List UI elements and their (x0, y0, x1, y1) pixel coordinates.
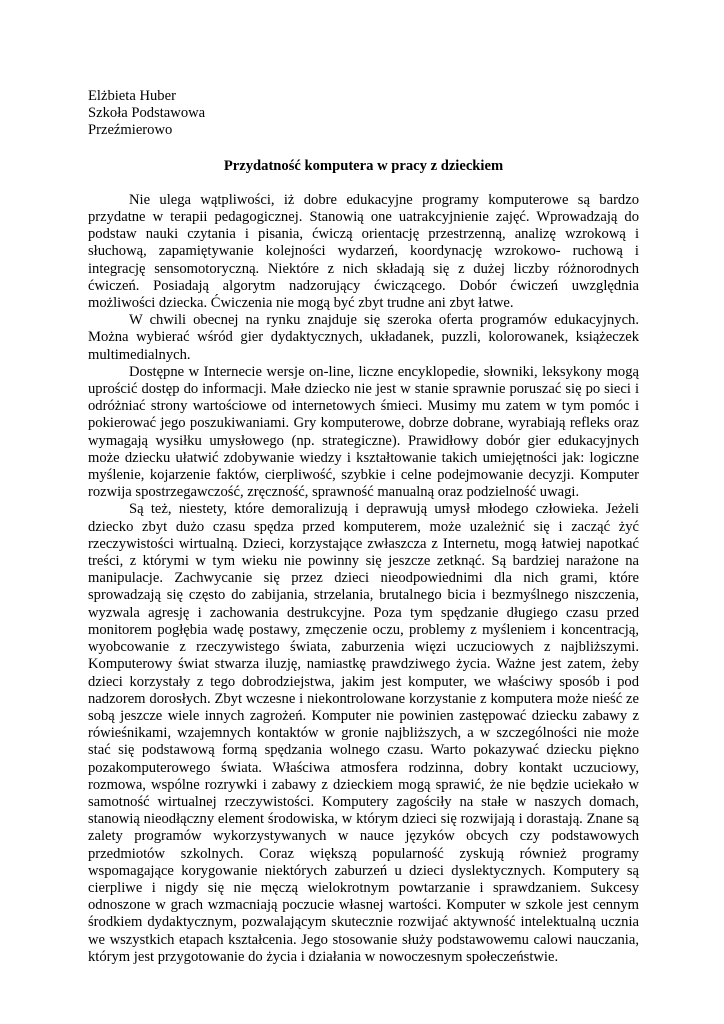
document-body (88, 192, 639, 966)
document-title: Przydatność komputera w pracy z dzieckiem (223, 157, 504, 174)
paragraph-2: W chwili obecnej na rynku znajduje się szeroka oferta programów edukacyjnych. Można wybierać wśród gier dydaktycznych, układanek, puzzli, kolorowanek, książeczek multimedialnych. (88, 312, 639, 363)
paragraph-1: Nie ulega wątpliwości, iż dobre edukacyjne programy komputerowe są bardzo przydatne w terapii pedagogicznej. Stanowią one uatrakcyjnienie zajęć. Wprowadzają do podstaw nauki czytania i pisania, ćwiczą orientację przestrzenną, analizę wzrokową i słuchową, zapamiętywanie kolejności wydarzeń, koordynację wzrokowo- ruchową i integrację sensomotoryczną. Niektóre z nich składają się z dużej liczby różnorodnych ćwiczeń. Posiadają algorytm nadzorujący ćwiczącego. Dobór ćwiczeń uwzględnia możliwości dziecka. Ćwiczenia nie mogą być zbyt trudne ani zbyt łatwe. (88, 191, 639, 312)
paragraph-3: Dostępne w Internecie wersje on-line, liczne encyklopedie, słowniki, leksykony mogą uprościć dostęp do informacji. Małe dziecko nie jest w stanie sprawnie poruszać się po sieci i odróżniać strony wartościowe od internetowych śmieci. Musimy mu zatem w tym pomóc i pokierować jego poszukiwaniami. Gry komputerowe, dobrze dobrane, wyrabiają refleks oraz wymagają wysiłku umysłowego (np. strategiczne). Prawidłowy dobór gier edukacyjnych może dziecku ułatwić zdobywanie wiedzy i kształtowanie takich umiejętności jak: logiczne myślenie, kojarzenie faktów, cierpliwość, szybkie i celne podejmowanie decyzji. Komputer rozwija spostrzegawczość, zręczność, sprawność manualną oraz podzielność uwagi. (88, 363, 639, 501)
author-name: Elżbieta Huber (88, 88, 176, 104)
author-block (88, 88, 639, 140)
author-town: Przeźmierowo (88, 122, 173, 139)
paragraph-4: Są też, niestety, które demoralizują i deprawują umysł młodego człowieka. Jeżeli dziecko zbyt dużo czasu spędza przed komputerem, może uzależnić się i zacząć żyć rzeczywistości wirtualną. Dzieci, korzystające zwłaszcza z Internetu, mogą łatwiej napotkać treści, z którymi w tym wieku nie powinny się jeszcze zetknąć. Są bardziej narażone na manipulacje. Zachwycanie się przez dzieci nieodpowiednimi dla nich grami, które sprowadzają się często do zabijania, strzelania, brutalnego bicia i bezmyślnego niszczenia, wyzwala agresję i zachowania destrukcyjne. Poza tym spędzanie długiego czasu przed monitorem pogłębia wadę postawy, zmęczenie oczu, problemy z myśleniem i koncentracją, wyobcowanie z rzeczywistego świata, zaburzenia więzi uczuciowych z najbliższymi. Komputerowy świat stwarza iluzję, namiastkę prawdziwego życia. Ważne jest zatem, żeby dzieci korzystały z tego dobrodziejstwa, jakim jest komputer, we właściwy sposób i pod nadzorem dorosłych. Zbyt wczesne i niekontrolowane korzystanie z komputera może nieść ze sobą jeszcze wiele innych zagrożeń. Komputer nie powinien zastępować dziecku zabawy z rówieśnikami, wzajemnych kontaktów w gronie najbliższych, a w szczególności nie może stać się podstawową formą spędzania wolnego czasu. Warto pokazywać dziecku piękno pozakomputerowego świata. Właściwa atmosfera rodzinna, dobry kontakt uczuciowy, rozmowa, wspólne rozrywki i zabawy z dzieckiem mogą sprawić, że nie będzie uciekało w samotność wirtualnej rzeczywistości. Komputery zagościły na stałe w naszych domach, stanowią nieodłączny element środowiska, w którym dzieci się rozwijają i dorastają. Znane są zalety programów wykorzystywanych w nauce języków obcych czy podstawowych przedmiotów szkolnych. Coraz większą popularność zyskują również programy wspomagające korygowanie niektórych zaburzeń u dzieci dyslektycznych. Komputery są cierpliwe i nigdy się nie męczą wielokrotnym powtarzanie i sprawdzaniem. Sukcesy odnoszone w grach wzmacniają poczucie własnej wartości. Komputer w szkole jest cennym środkiem dydaktycznym, pozwalającym skutecznie rozwijać aktywność intelektualną ucznia we wszystkich etapach kształcenia. Jego stosowanie służy podstawowemu calowi nauczania, którym jest przygotowanie do życia i działania w nowoczesnym społeczeństwie. (88, 501, 639, 965)
document-page (88, 88, 639, 966)
author-school: Szkoła Podstawowa (88, 105, 206, 122)
